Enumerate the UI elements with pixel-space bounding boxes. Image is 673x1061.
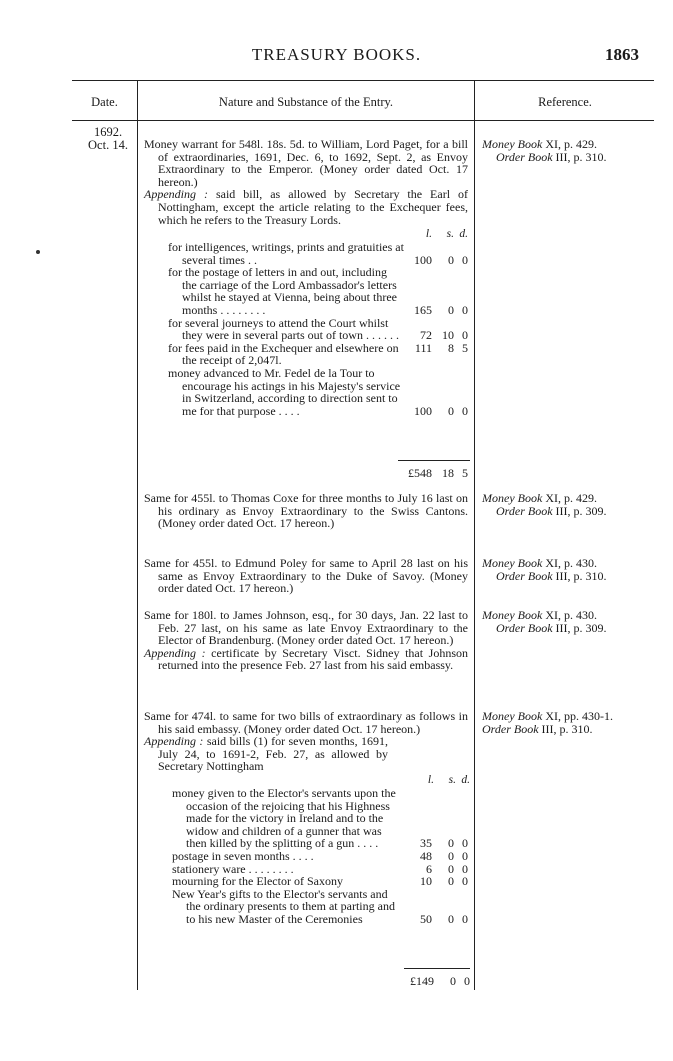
column-divider-date [137,80,138,990]
column-divider-reference [474,80,475,990]
entry-paget-text: Money warrant for 548l. 18s. 5d. to William, Lord Paget, for a bill of extraordinaries, 1691, Dec. 6, to 1692, Sept. 2, as Envoy Extraordinary to the Emperor. (Money order dated Oct. 17 hereon.) [144,137,468,189]
list-item: stationery ware . . . . . . . . 6 0 0 [172,861,468,876]
entry-johnson-bills-total: £149 0 0 [410,974,470,988]
column-header-reference: Reference. [538,95,592,109]
list-item: money given to the Elector's servants upon the occasion of the rejoicing that his Highness made for the victory in Ireland and to the widow and children of a gunner that was then killed by the splitting of a gun . . . . 35 0 0 [172,786,468,851]
header-bottom-rule [72,120,654,121]
column-header-entry: Nature and Substance of the Entry. [218,95,394,109]
entry-paget-appending [144,188,468,226]
entry-paget [144,138,468,226]
reference-johnson-bills: Money Book XI, pp. 430-1. Order Book III, p. 310. [482,709,613,736]
lsd-heading-2: l. s. d. [427,774,470,786]
list-item: New Year's gifts to the Elector's servants and the ordinary presents to them at parting and to his new Master of the Ceremonies 50 0 0 [172,886,468,926]
reference-johnson: Money Book XI, p. 430. Order Book III, p. 309. [482,608,607,635]
entry-johnson-bills-appending: Appending : said bills (1) for seven months, 1691, July 24, to 1691-2, Feb. 27, as allowed by Secretary Nottingham [144,734,388,774]
entry-coxe [144,492,468,530]
entry-johnson-appending: Appending : certificate by Secretary Visct. Sidney that Johnson returned into the presence Feb. 27 last from his said embassy. [144,645,468,673]
entry-johnson-bills-items [172,787,468,926]
appending-text: said bill, as allowed by Secretary the Earl of Nottingham, except the article relating to the Exchequer fees, which he refers to the Treasury Lords. [158,187,469,227]
table-top-rule [72,80,654,81]
date-year: 1692. [93,125,123,139]
reference-poley: Money Book XI, p. 430. Order Book III, p. 310. [482,556,607,583]
entry-johnson-text: Same for 180l. to James Johnson, esq., for 30 days, Jan. 22 last to Feb. 27 last, on his same as late Envoy Extraordinary to the Elector of Brandenburg. (Money order dated Oct. 17 hereon.) [144,608,468,648]
list-item: for several journeys to attend the Court whilst they were in several parts out of town . . . . . . 72 10 0 [168,315,468,343]
list-item: for the postage of letters in and out, including the carriage of the Lord Ambassador's letters whilst he stayed at Vienna, being about three months . . . . . . . . 165 0 0 [168,265,468,317]
entry-johnson-bills-text: Same for 474l. to same for two bills of extraordinary as follows in his said embassy. (Money order dated Oct. 17 hereon.) [144,709,468,736]
list-item: for intelligences, writings, prints and gratuities at several times . . 100 0 0 [168,240,468,267]
total-rule [398,460,470,461]
list-item: mourning for the Elector of Saxony 10 0 0 [172,874,468,889]
column-header-date: Date. [91,95,118,109]
running-header-title: TREASURY BOOKS. [251,45,422,64]
entry-paget-total: £548 18 5 [408,466,468,480]
page-number: 1863 [605,45,639,64]
reference-paget: Money Book XI, p. 429. Order Book III, p. 310. [482,137,607,164]
lsd-heading: l. s. d. [425,228,468,240]
list-item: money advanced to Mr. Fedel de la Tour to encourage his actings in his Majesty's service in Switzerland, according to direction sent to me for that purpose . . . . 100 0 0 [168,365,468,418]
total-rule-2 [404,968,470,969]
reference-coxe: Money Book XI, p. 429. Order Book III, p. 309. [482,491,607,518]
entry-poley-text: Same for 455l. to Edmund Poley for same to April 28 last on his same as Envoy Extraordinary to the Duke of Savoy. (Money order dated Oct. 17 hereon.) [144,556,468,596]
entry-date [82,126,134,152]
list-item: postage in seven months . . . . 48 0 0 [172,848,468,863]
list-item: for fees paid in the Exchequer and elsewhere on the receipt of 2,047l. 111 8 5 [168,340,468,368]
appending-label: Appending : [144,187,208,202]
entry-paget-items [168,241,468,417]
entry-coxe-text: Same for 455l. to Thomas Coxe for three months to July 16 last on his ordinary as Envoy Extraordinary to the Swiss Cantons. (Money order dated Oct. 17 hereon.) [144,491,468,531]
entry-poley [144,557,468,595]
entry-johnson-bills [144,710,468,773]
date-day: Oct. 14. [88,138,128,152]
margin-mark [36,250,40,254]
entry-johnson [144,609,468,672]
